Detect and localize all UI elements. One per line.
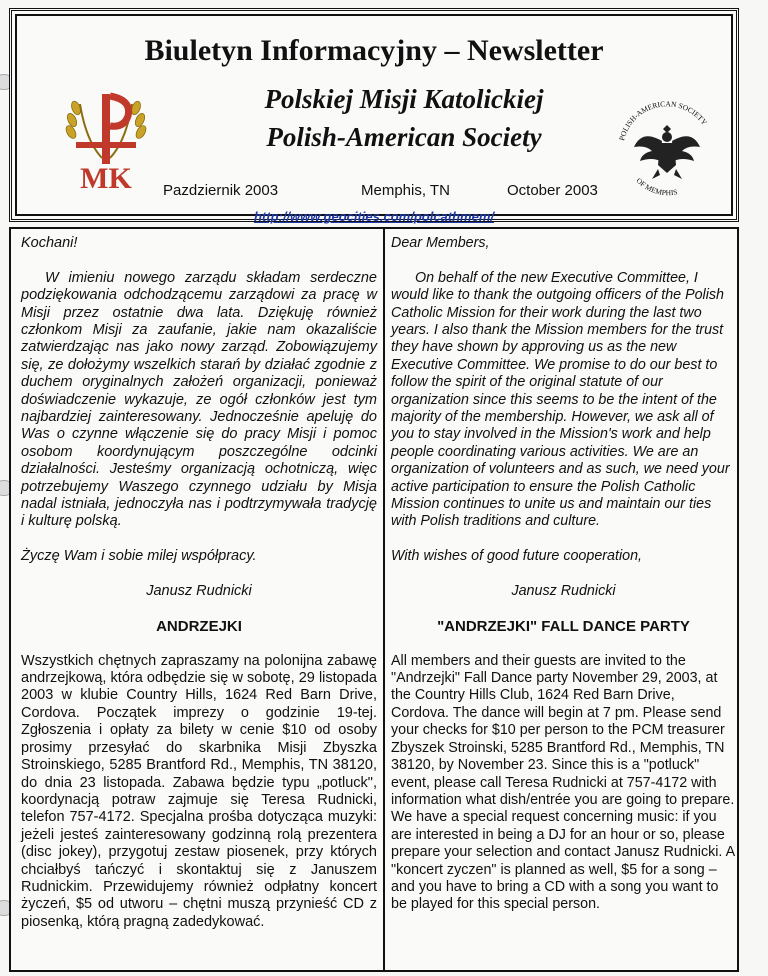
salutation-english: Dear Members, xyxy=(391,235,490,251)
masthead xyxy=(9,8,739,222)
salutation-polish: Kochani! xyxy=(21,235,78,251)
signature-polish: Janusz Rudnicki xyxy=(146,583,252,600)
polish-column xyxy=(21,235,377,931)
article-body xyxy=(9,227,739,972)
society-name: Polish-American Society xyxy=(266,122,542,152)
section-title-english: "ANDRZEJKI" FALL DANCE PARTY xyxy=(437,617,690,635)
event-text-english: All members and their guests are invited to the "Andrzejki" Fall Dance party November 29, 2003, at the Country Hills Club, 1624 Red Barn Drive, Cordova. The dance will begin at 7 pm. Please send your checks for $10 per person to the PCM treasurer Zbyszek Stroinski, 5285 Brantford Rd., Memphis, TN 38120, by November 23. Since this is a "potluck" event, please call Teresa Rudnicki at 757-4172 with information what dish/entrée you are going to prepare. We have a special request concerning music: if you are interested in being a DJ for an hour or so, please prepare your selection and contact Janusz Rudnicki. A "koncert zyczen" is planned as well, $5 for a song – and you have to bring a CD with a song you want to be played for this special person. xyxy=(391,652,735,913)
english-column xyxy=(391,235,736,914)
column-divider xyxy=(383,229,385,970)
website-link[interactable]: http://www.geocities.com/polcathmem/ xyxy=(253,209,495,224)
newsletter-title: Biuletyn Informacyjny – Newsletter xyxy=(144,34,604,67)
city: Memphis, TN xyxy=(361,182,450,199)
letter-english: On behalf of the new Executive Committee, I would like to thank the outgoing officers of the Polish Catholic Mission for their work during the last two years. I also thank the Mission members for the trust they have shown by approving us as the new Executive Committee. We promise to do our best to follow the spirit of the original statute of our organization since this seems to be the intent of the majority of the membership. However, we ask all of you to stay involved in the Mission's work and help people coordinating various activities. We are an organization of volunteers and as such, we need your active participation to ensure the Polish Catholic Mission continues to unite us and maintain our ties with Polish traditions and culture. xyxy=(391,269,730,530)
emblem-bottom-text: OF MEMPHIS xyxy=(634,175,679,198)
letter-polish: W imieniu nowego zarządu składam serdeczne podziękowania odchodzącemu zarządowi za pracę w Misji przez ostatnie dwa lata. Dziękuję również członkom Misji za zaufanie, jakie nam okazaliście zatwierdzając nas jako nowy zarząd. Zobowiązujemy się, ze dołożymy wszelkich starań by działać zgodnie z duchem oryginalnych założeń organizacji, ponieważ doświadczenie wykazuje, ze ogół członków jest tym najbardziej zainteresowany. Jednocześnie apeluję do Was o czynne włączenie się do pracy Misji i pomoc osobom koordynującym poszczególne odcinki działalności. Jesteśmy organizacją ochotniczą, więc potrzebujemy Waszego czynnego udziału by Misja nadal istniała, jednoczyła nas i podtrzymywała tradycję i kulturę polską. xyxy=(21,269,377,530)
event-text-polish: Wszystkich chętnych zapraszamy na polonijna zabawę andrzejkową, która odbędzie się w sobotę, 29 listopada 2003 w klubie Country Hills, 1624 Red Barn Drive, Cordova. Początek imprezy o godzinie 19-tej. Zgłoszenia i opłaty za bilety w cenie $10 od osoby prosimy przesyłać do skarbnika Misji Zbyszka Stroinskiego, 5285 Brantford Rd., Memphis, TN 38120, do dnia 23 listopada. Zabawa będzie typu „potluck", koordynacją potraw zajmuje się Teresa Rudnicki, telefon 757-4172. Specjalna prośba dotycząca muzyki: jeżeli jesteś zainteresowany godzinną rolą prezentera (disc jokey), przygotuj zestaw piosenek, przy których chciałbyś tańczyć i skontaktuj się z Januszem Rudnickim. Przewidujemy również odpłatny koncert życzeń, $5 od utworu – chętni muszą przynieść CD z piosenką, którą pragną zadedykować. xyxy=(21,652,377,930)
emblem-top-text: POLISH-AMERICAN SOCIETY xyxy=(617,99,710,142)
date-polish: Pazdziernik 2003 xyxy=(163,182,279,199)
chi-rho-wheat-emblem-icon xyxy=(62,86,150,196)
svg-text:OF MEMPHIS xyxy=(635,176,679,197)
mission-name: Polskiej Misji Katolickiej xyxy=(264,84,544,114)
section-title-polish: ANDRZEJKI xyxy=(156,617,242,635)
signature-english: Janusz Rudnicki xyxy=(511,583,616,600)
date-english: October 2003 xyxy=(507,182,598,199)
closing-polish: Życzę Wam i sobie milej współpracy. xyxy=(21,548,257,565)
emblem-letters: MK xyxy=(80,162,132,195)
closing-english: With wishes of good future cooperation, xyxy=(391,548,643,565)
polish-eagle-emblem-icon xyxy=(612,89,722,205)
